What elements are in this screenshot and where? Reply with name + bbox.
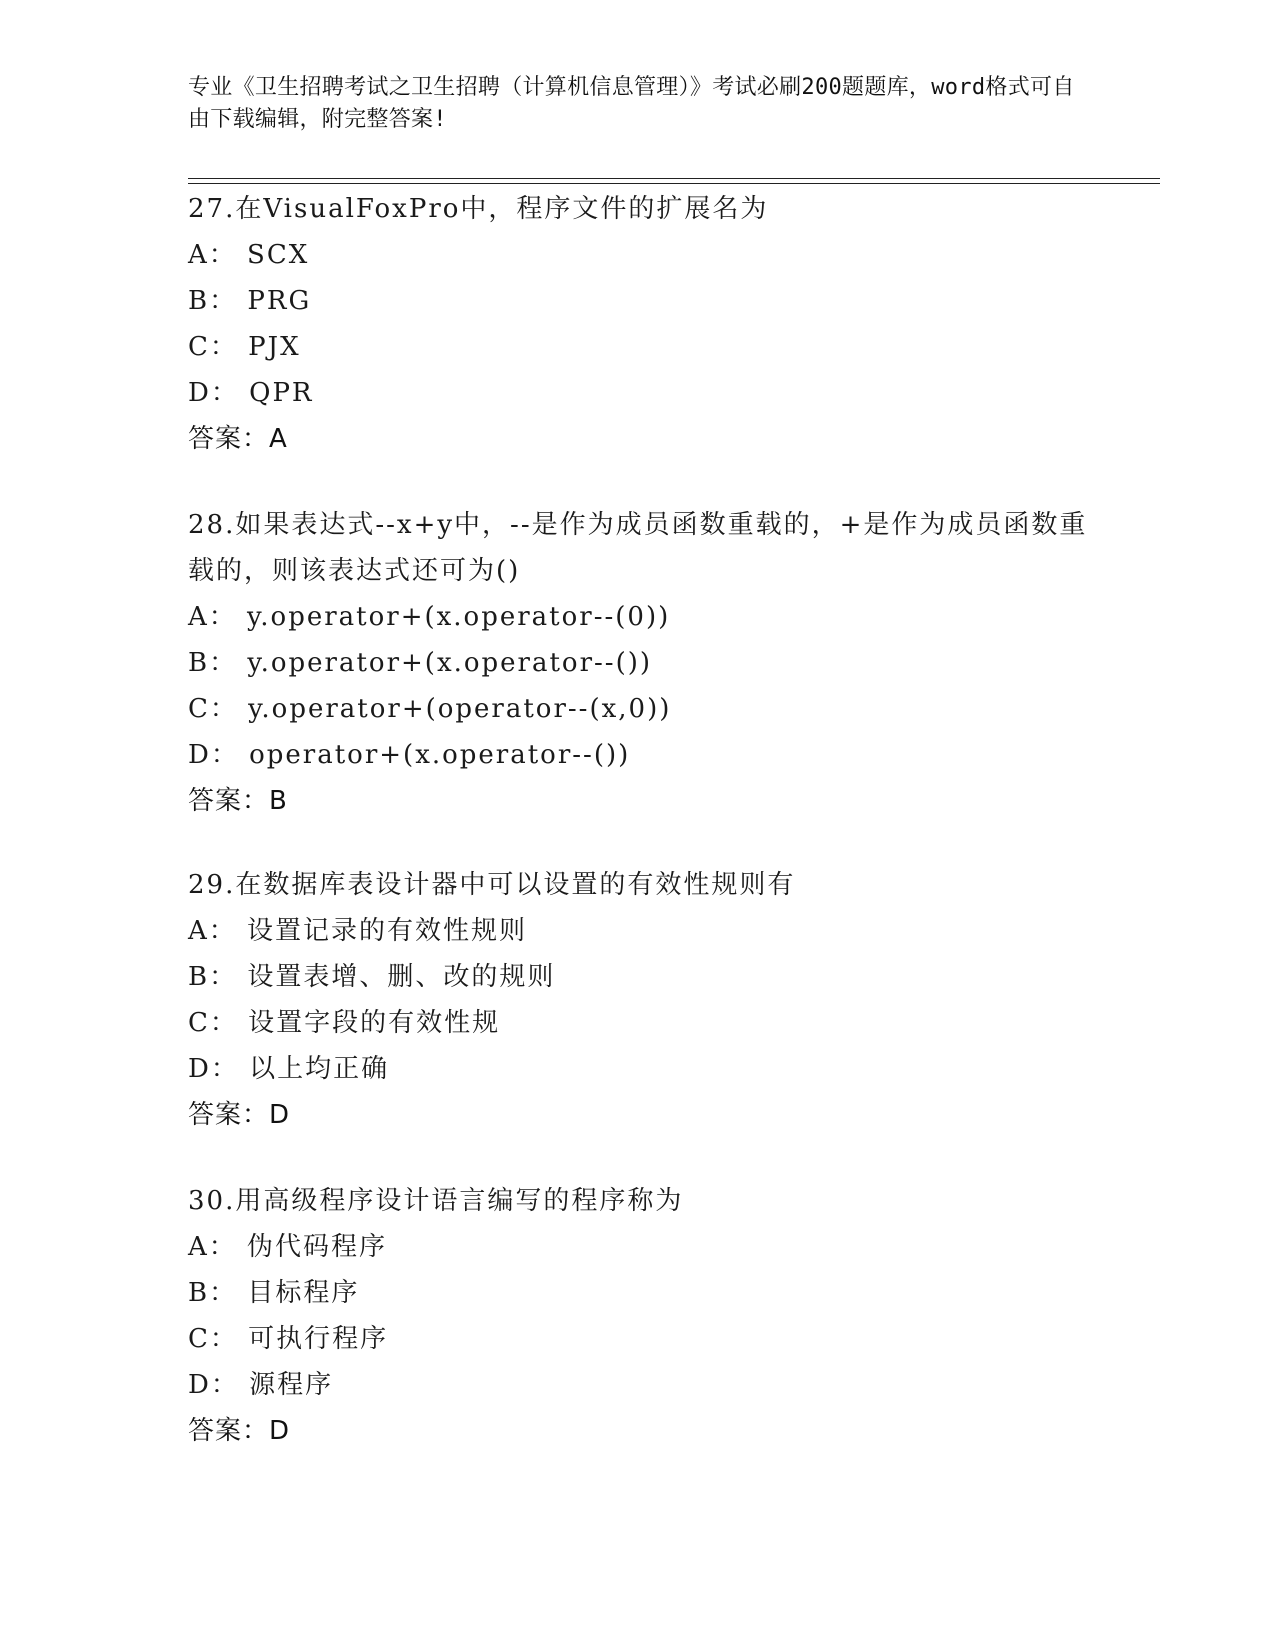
option-a: A： SCX	[188, 240, 310, 270]
option-text: 目标程序	[247, 1278, 360, 1308]
option-b: B： PRG	[188, 286, 312, 316]
option-c: C： 设置字段的有效性规	[188, 1008, 501, 1038]
option-key: A	[188, 916, 209, 946]
option-d: D： 源程序	[188, 1370, 334, 1400]
option-text: 源程序	[249, 1370, 334, 1400]
question-30	[188, 1178, 1088, 1454]
document-header: 专业《卫生招聘考试之卫生招聘（计算机信息管理）》考试必刷200题题库，word格式可自由下载编辑，附完整答案!	[188, 75, 1075, 132]
question-28	[188, 502, 1088, 824]
answer-line: 答案：B	[188, 786, 288, 816]
option-key: A	[188, 1232, 209, 1262]
option-a: A： y.operator+(x.operator--(0))	[188, 602, 671, 632]
option-key: C	[188, 332, 210, 362]
option-key: D	[188, 378, 211, 408]
option-d: D： QPR	[188, 378, 314, 408]
option-text: y.operator+(x.operator--(0))	[247, 602, 671, 632]
answer-line: 答案：D	[188, 1416, 291, 1446]
option-text: PJX	[248, 332, 301, 362]
option-text: QPR	[249, 378, 314, 408]
option-a: A： 设置记录的有效性规则	[188, 916, 528, 946]
option-key: B	[188, 286, 210, 316]
option-c: C： 可执行程序	[188, 1324, 389, 1354]
option-text: 伪代码程序	[247, 1232, 388, 1262]
option-text: SCX	[247, 240, 310, 270]
option-key: B	[188, 648, 210, 678]
option-text: 设置字段的有效性规	[248, 1008, 501, 1038]
option-key: C	[188, 694, 210, 724]
option-key: C	[188, 1008, 210, 1038]
question-stem: 29.在数据库表设计器中可以设置的有效性规则有	[188, 870, 796, 900]
option-key: D	[188, 1370, 211, 1400]
option-key: B	[188, 962, 210, 992]
option-a: A： 伪代码程序	[188, 1232, 388, 1262]
option-b: B： 目标程序	[188, 1278, 360, 1308]
option-text: y.operator+(x.operator--())	[247, 648, 653, 678]
option-key: B	[188, 1278, 210, 1308]
option-text: 可执行程序	[248, 1324, 389, 1354]
option-text: y.operator+(operator--(x,0))	[248, 694, 672, 724]
option-key: A	[188, 602, 209, 632]
header-divider-top	[188, 178, 1160, 179]
option-key: D	[188, 740, 211, 770]
option-text: PRG	[247, 286, 312, 316]
answer-line: 答案：D	[188, 1100, 291, 1130]
option-d: D： 以上均正确	[188, 1054, 390, 1084]
option-key: A	[188, 240, 209, 270]
question-29	[188, 862, 1088, 1138]
option-c: C： PJX	[188, 332, 301, 362]
question-stem: 30.用高级程序设计语言编写的程序称为	[188, 1186, 684, 1216]
option-text: 设置表增、删、改的规则	[247, 962, 556, 992]
question-27	[188, 186, 1088, 462]
option-d: D： operator+(x.operator--())	[188, 740, 631, 770]
question-stem: 28.如果表达式--x+y中，--是作为成员函数重载的，+是作为成员函数重载的，则该表达式还可为()	[188, 510, 1088, 586]
option-b: B： y.operator+(x.operator--())	[188, 648, 653, 678]
option-text: operator+(x.operator--())	[249, 740, 631, 770]
header-divider-bottom	[188, 183, 1160, 184]
option-c: C： y.operator+(operator--(x,0))	[188, 694, 672, 724]
option-key: D	[188, 1054, 211, 1084]
option-key: C	[188, 1324, 210, 1354]
question-stem: 27.在VisualFoxPro中，程序文件的扩展名为	[188, 194, 769, 224]
option-text: 设置记录的有效性规则	[247, 916, 528, 946]
option-text: 以上均正确	[249, 1054, 390, 1084]
answer-line: 答案：A	[188, 424, 288, 454]
option-b: B： 设置表增、删、改的规则	[188, 962, 556, 992]
